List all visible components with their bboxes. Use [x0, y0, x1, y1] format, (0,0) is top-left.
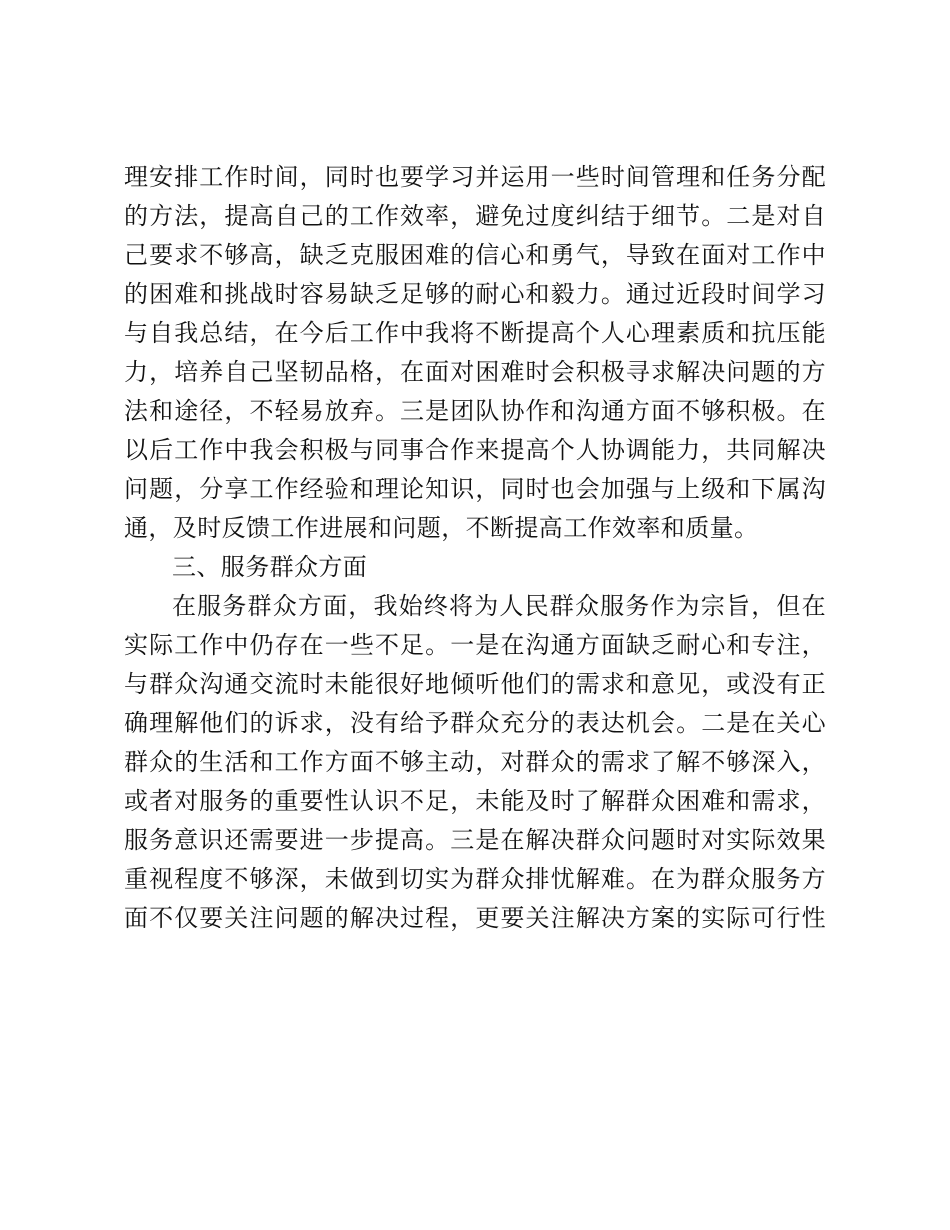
text-line: 法和途径，不轻易放弃。三是团队协作和沟通方面不够积极。在	[124, 397, 826, 425]
body-text	[124, 158, 826, 938]
text-line: 以后工作中我会积极与同事合作来提高个人协调能力，共同解决	[124, 436, 826, 464]
text-line: 与群众沟通交流时未能很好地倾听他们的需求和意见，或没有正	[124, 670, 826, 698]
text-line: 己要求不够高，缺乏克服困难的信心和勇气，导致在面对工作中	[124, 241, 826, 269]
text-line: 或者对服务的重要性认识不足，未能及时了解群众困难和需求，	[124, 787, 826, 815]
text-line: 问题，分享工作经验和理论知识，同时也会加强与上级和下属沟	[124, 475, 826, 503]
text-line: 服务意识还需要进一步提高。三是在解决群众问题时对实际效果	[124, 826, 826, 854]
text-line: 理安排工作时间，同时也要学习并运用一些时间管理和任务分配	[124, 163, 826, 191]
text-line: 的方法，提高自己的工作效率，避免过度纠结于细节。二是对自	[124, 202, 826, 230]
text-line: 力，培养自己坚韧品格，在面对困难时会积极寻求解决问题的方	[124, 358, 826, 386]
text-line: 重视程度不够深，未做到切实为群众排忧解难。在为群众服务方	[124, 865, 826, 893]
text-line: 的困难和挑战时容易缺乏足够的耐心和毅力。通过近段时间学习	[124, 280, 826, 308]
text-line: 与自我总结，在今后工作中我将不断提高个人心理素质和抗压能	[124, 319, 826, 347]
text-line: 群众的生活和工作方面不够主动，对群众的需求了解不够深入，	[124, 748, 826, 776]
text-line: 实际工作中仍存在一些不足。一是在沟通方面缺乏耐心和专注，	[124, 631, 826, 659]
paragraph-first-line: 在服务群众方面，我始终将为人民群众服务作为宗旨，但在	[172, 592, 826, 620]
text-line: 面不仅要关注问题的解决过程，更要关注解决方案的实际可行性	[124, 904, 826, 932]
text-line: 确理解他们的诉求，没有给予群众充分的表达机会。二是在关心	[124, 709, 826, 737]
section-heading: 三、服务群众方面	[172, 553, 368, 581]
text-line: 通，及时反馈工作进展和问题，不断提高工作效率和质量。	[124, 514, 759, 542]
